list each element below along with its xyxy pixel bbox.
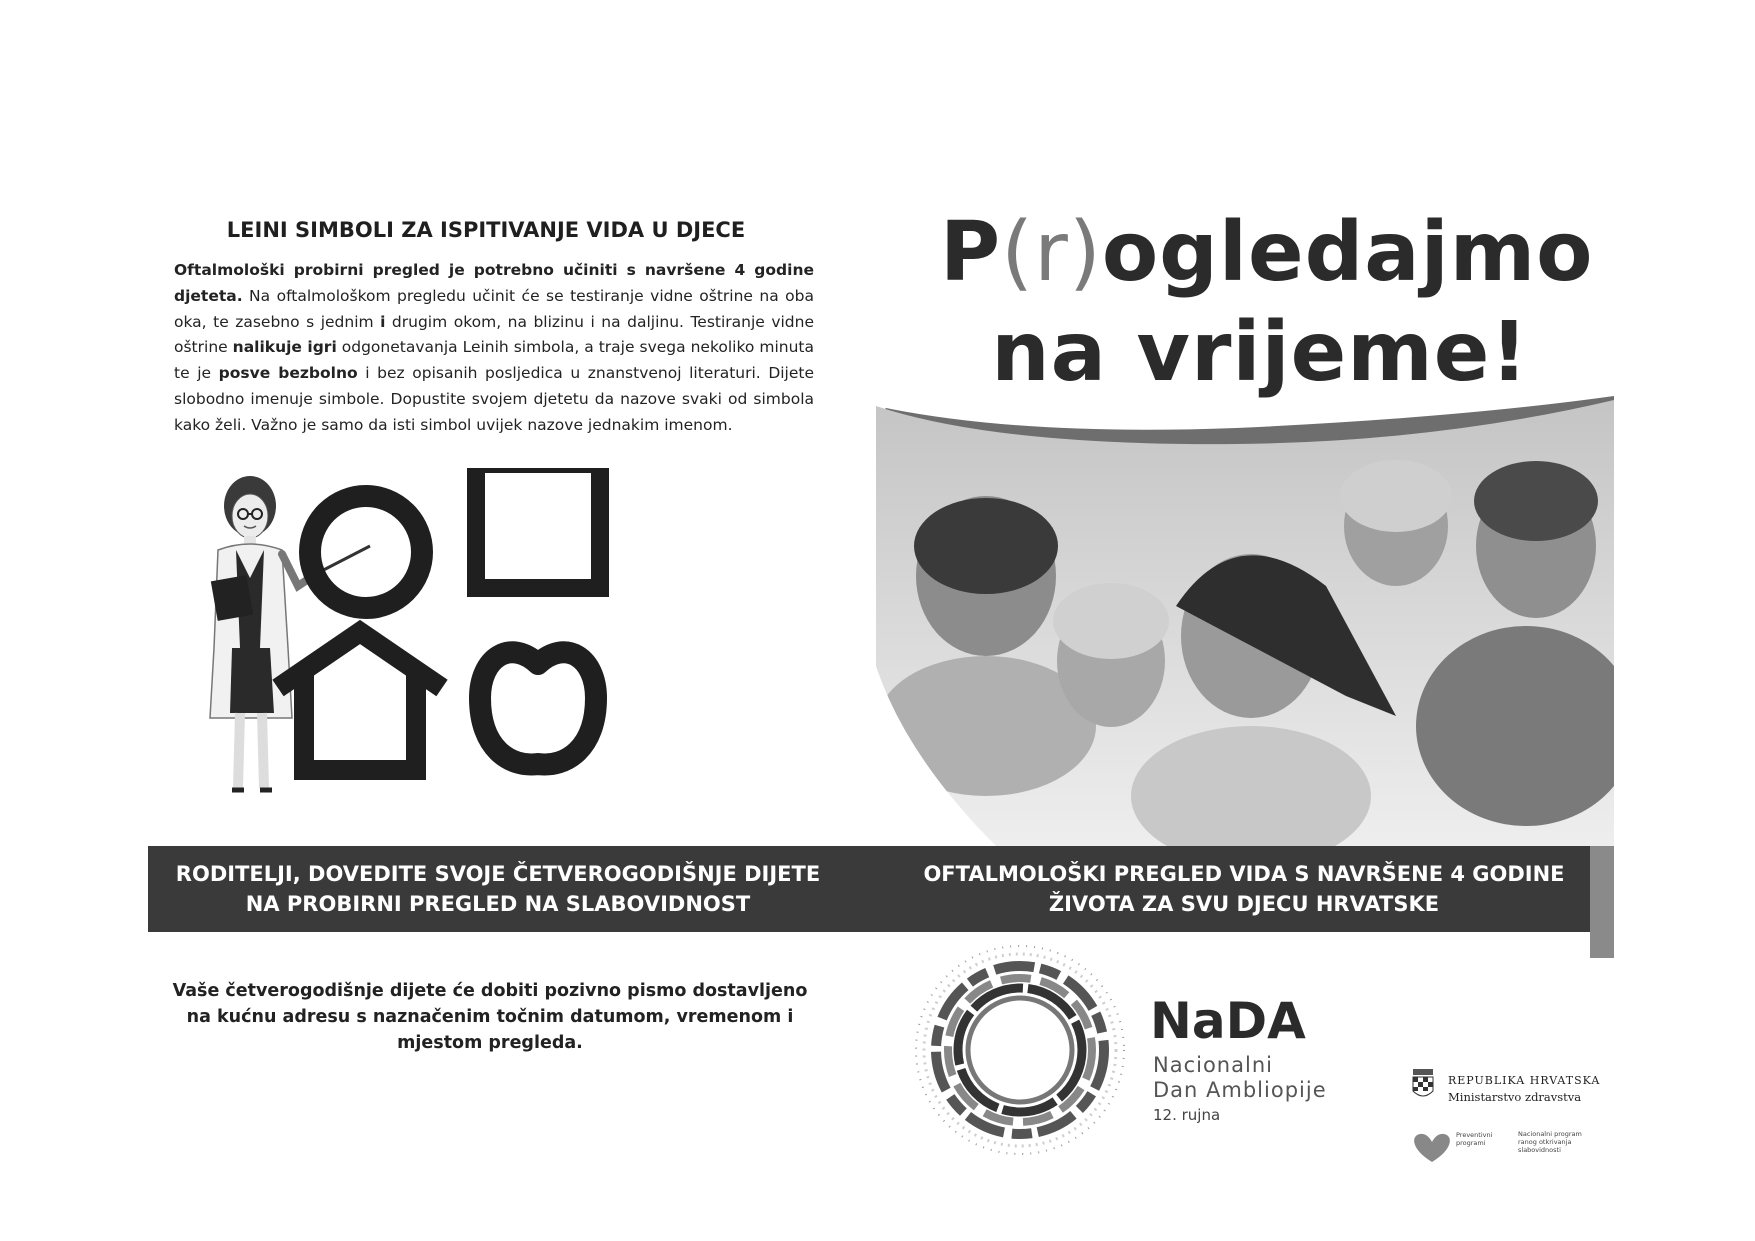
lea-circle-icon	[310, 496, 422, 608]
nada-subtitle-2: Dan Ambliopije	[1153, 1078, 1327, 1102]
headline-paren: (r)	[1001, 205, 1102, 300]
croatia-crest-icon	[1411, 1069, 1435, 1101]
intro-bold-4: posve bezbolno	[218, 364, 358, 383]
intro-text-3: odgonetavanja Leinih simbola, a traje svega nekoliko minuta te je	[174, 338, 814, 383]
banner-right	[874, 846, 1614, 932]
intro-paragraph	[174, 258, 814, 439]
decorative-bar	[1590, 846, 1614, 958]
intro-text-1: Na oftalmološkom pregledu učinit će se testiranje vidne oštrine na oba oka, te zasebno s jednim	[174, 286, 814, 331]
intro-bold-1: Oftalmološki probirni pregled je potrebno učiniti s navršene 4 godine djeteta.	[174, 261, 814, 305]
headline-line-2: na vrijeme!	[991, 305, 1529, 400]
nada-date: 12. rujna	[1153, 1106, 1221, 1124]
intro-bold-3: nalikuje igri	[232, 338, 337, 357]
banner-left	[148, 846, 848, 932]
intro-text-2: drugim okom, na blizinu i na daljinu. Testiranje vidne oštrine	[174, 312, 814, 357]
prevention-heart-icon	[1408, 1130, 1456, 1164]
invitation-line3: mjestom pregleda.	[397, 1033, 583, 1053]
headline-rest: ogledajmo	[1101, 205, 1594, 300]
intro-bold-2: i	[380, 312, 386, 331]
invitation-notice	[150, 978, 830, 1056]
banner-right-line1: OFTALMOLOŠKI PREGLED VIDA S NAVRŠENE 4 GODINE	[923, 862, 1565, 886]
lea-apple-icon	[480, 652, 596, 764]
banner-left-line2: NA PROBIRNI PREGLED NA SLABOVIDNOST	[245, 892, 751, 916]
lea-house-icon	[278, 632, 442, 770]
national-program-label: Nacionalni program ranog otkrivanja slabovidnosti	[1518, 1130, 1582, 1154]
gov-country: REPUBLIKA HRVATSKA	[1448, 1074, 1601, 1087]
banner-left-line1: RODITELJI, DOVEDITE SVOJE ČETVEROGODIŠNJE DIJETE	[175, 862, 821, 886]
invitation-line1: Vaše četverogodišnje dijete će dobiti pozivno pismo dostavljeno	[172, 981, 808, 1001]
children-photo	[876, 396, 1614, 846]
headline-line-1	[940, 205, 1594, 300]
nada-subtitle-1: Nacionalni	[1153, 1053, 1273, 1077]
headline-p: P	[940, 205, 1002, 300]
prevention-label: Preventivni programi	[1456, 1131, 1493, 1147]
banner-right-line2: ŽIVOTA ZA SVU DJECU HRVATSKE	[1048, 892, 1440, 916]
lea-symbols-illustration	[180, 468, 700, 848]
banner-divider	[848, 846, 874, 932]
gov-ministry: Ministarstvo zdravstva	[1448, 1090, 1582, 1104]
nada-ring-logo	[910, 940, 1130, 1160]
nada-title: NaDA	[1150, 992, 1306, 1050]
page-title: LEINI SIMBOLI ZA ISPITIVANJE VIDA U DJECE	[226, 218, 746, 242]
lea-square-icon	[476, 468, 600, 588]
invitation-line2: na kućnu adresu s naznačenim točnim datumom, vremenom i	[186, 1007, 794, 1027]
intro-text-4: i bez opisanih posljedica u znanstvenoj literaturi. Dijete slobodno imenuje simbole. Dopustite svojem djetetu da nazove svaki od simbola kako želi. Važno je samo da isti simbol uvijek nazove jednakim imenom.	[174, 364, 815, 434]
